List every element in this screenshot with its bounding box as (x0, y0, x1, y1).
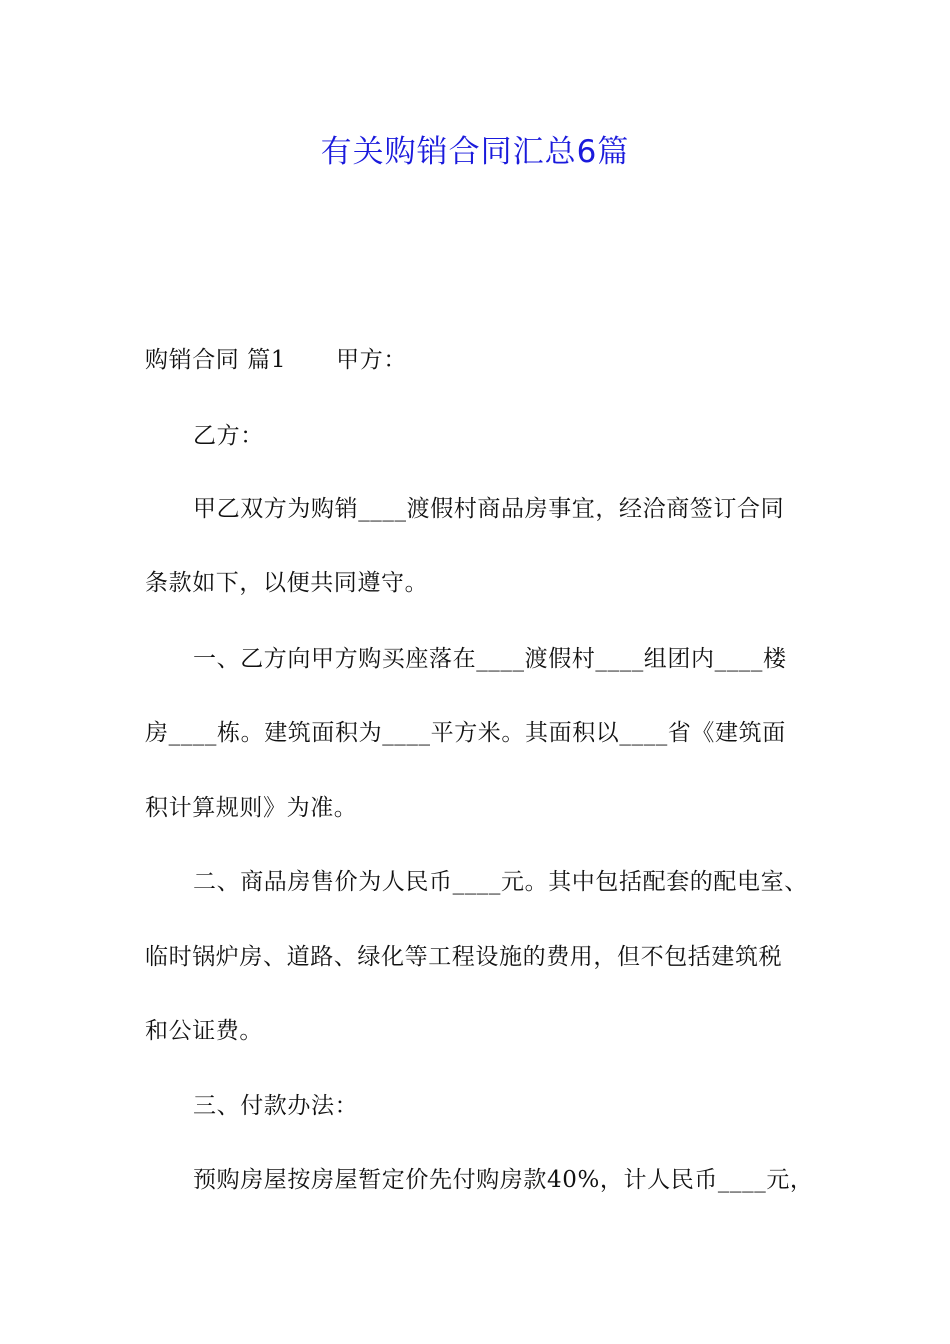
section-heading-line (145, 344, 407, 376)
paragraph-line: 积计算规则》为准。 (145, 795, 358, 821)
paragraph-line: 三、付款办法： (193, 1093, 359, 1119)
paragraph-line: 临时锅炉房、道路、绿化等工程设施的费用，但不包括建筑税 (145, 944, 783, 970)
paragraph-line: 条款如下，以便共同遵守。 (145, 570, 429, 596)
paragraph-line: 和公证费。 (145, 1018, 263, 1044)
paragraph-line: 一、乙方向甲方购买座落在____渡假村____组团内____楼 (193, 646, 787, 672)
paragraph-line: 二、商品房售价为人民币____元。其中包括配套的配电室、 (193, 869, 808, 895)
section-heading: 购销合同 篇1 (145, 347, 287, 373)
document-title: 有关购销合同汇总6篇 (320, 134, 630, 170)
paragraph-line: 甲乙双方为购销____渡假村商品房事宜，经洽商签订合同 (193, 496, 785, 522)
paragraph-line: 房____栋。建筑面积为____平方米。其面积以____省《建筑面 (145, 720, 786, 746)
party-a-label: 甲方： (336, 347, 407, 373)
party-b-label: 乙方： (193, 423, 264, 449)
paragraph-line: 预购房屋按房屋暂定价先付购房款40%，计人民币____元， (193, 1167, 814, 1193)
